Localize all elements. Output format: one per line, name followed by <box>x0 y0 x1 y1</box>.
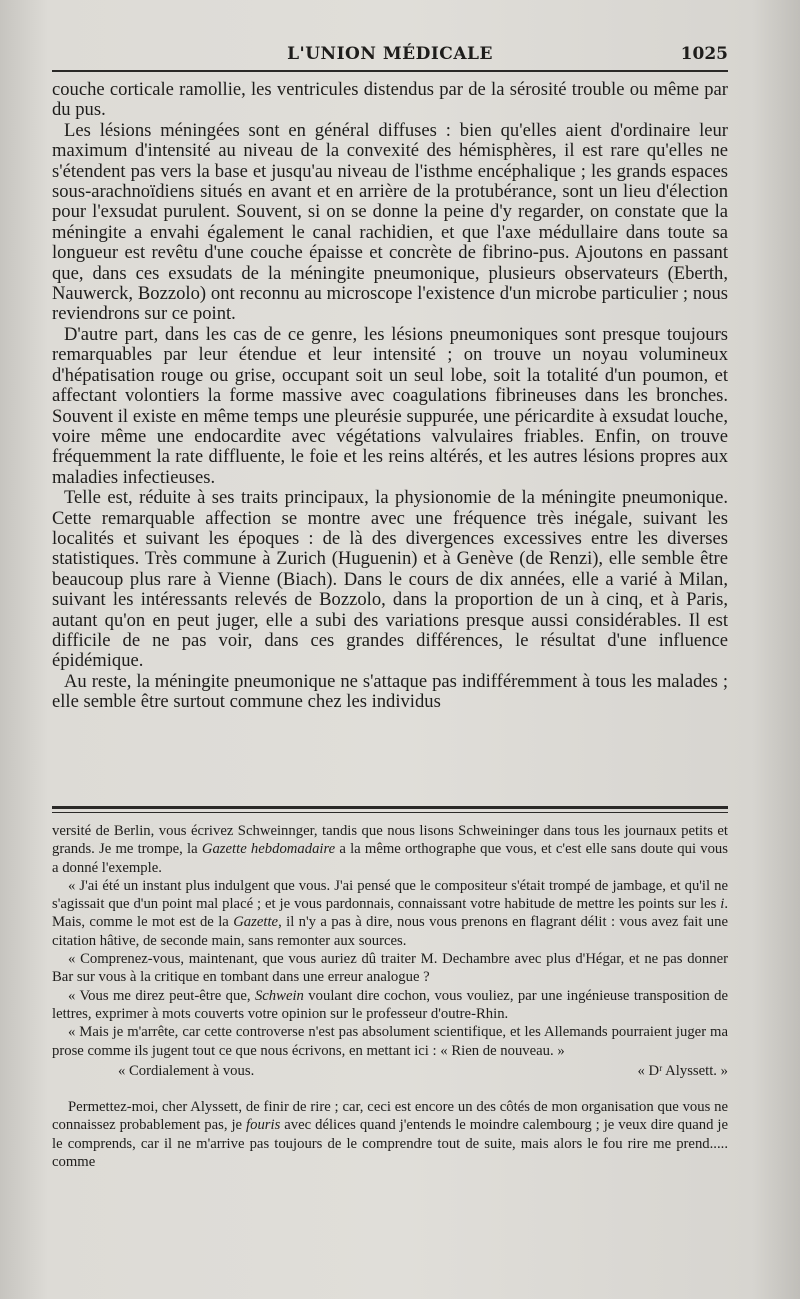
note-text: Permettez-moi, cher Alyssett, de finir de rire ; car, ceci est encore un des côtés de mon organisation que vous ne connaissez probablement pas, je <box>52 1099 728 1134</box>
note-paragraph-4 <box>52 987 728 1024</box>
page-header <box>52 40 728 70</box>
main-text <box>52 80 728 713</box>
note-text: , il n'y a pas à dire, nous vous prenons en flagrant délit : vous avez fait une citation hâtive, de seconde main, sans remonter aux sources. <box>52 914 728 949</box>
page-number: 1025 <box>680 44 728 64</box>
note-italic: Gazette <box>233 914 279 931</box>
note-text: a la même orthographe que vous, et c'est elle sans doute qui vous a donné l'exemple. <box>52 841 728 876</box>
paragraph-3: D'autre part, dans les cas de ce genre, les lésions pneumoniques sont presque toujours remarquables par leur étendue et leur intensité ; on trouve un noyau volumineux d'hépatisation rouge ou grise, occupant soit un seul lobe, soit la totalité d'un poumon, et affectant volontiers la forme massive avec coagulations fibrineuses dans les bronches. Souvent il existe en même temps une pleurésie suppurée, une péricardite à exsudat louche, voire même une endocardite avec végétations valvulaires friables. Enfin, on trouve fréquemment la rate diffluente, le foie et les reins altérés, et les autres lésions propres aux maladies infectieuses. <box>52 323 728 488</box>
note-italic: i <box>720 896 725 913</box>
note-text: « J'ai été un instant plus indulgent que vous. J'ai pensé que le compositeur s'était trompé de jambage, et qu'il ne s'agissait que d'un point mal placé ; et je vous pardonnais, connaissant votre habitude de mettre les points sur les <box>52 877 728 913</box>
letter-closing <box>52 1062 728 1080</box>
note-paragraph-3: « Comprenez-vous, maintenant, que vous auriez dû traiter M. Dechambre avec plus d'Hégar, et ne pas donner Bar sur vous à la critique en tombant dans une erreur analogue ? <box>52 951 728 986</box>
note-paragraph-6 <box>52 1098 728 1171</box>
note-text: versité de Berlin, vous écrivez Schweinnger, tandis que nous lisons Schweininger dans tous les journaux petits et grands. Je me trompe, la <box>52 823 728 858</box>
note-paragraph-5: « Mais je m'arrête, car cette controverse n'est pas absolument scientifique, et les Allemands pourraient juger ma prose comme ils jugent tout ce que nous écrivons, en mettant ici : « Rien de nouveau. » <box>52 1024 728 1059</box>
note-text: . Mais, comme le mot est de la <box>52 896 728 931</box>
paragraph-4: Telle est, réduite à ses traits principaux, la physionomie de la méningite pneumonique. Cette remarquable affection se montre avec une fréquence très inégale, suivant les localités et suivant les époques : de là des divergences excessives entre les diverses statistiques. Très commune à Zurich (Huguenin) et à Genève (de Renzi), elle semble être beaucoup plus rare à Vienne (Biach). Dans le cours de dix années, elle a varié à Milan, suivant les intéressants relevés de Bozzolo, dans la proportion de un à cinq, et à Paris, autant qu'on en peut juger, elle a subi des variations presque aussi considérables. Il est difficile de ne pas voir, dans ces grandes différences, le résultat d'une influence épidémique. <box>52 487 728 672</box>
footnote-rule-thick <box>52 806 728 809</box>
note-text: avec délices quand j'entends le moindre calembourg ; je veux dire quand je le comprends, car il ne m'arrive pas toujours de le comprendre tout de suite, mais alors le fou rire me prend..... comme <box>52 1117 728 1171</box>
footnotes <box>52 822 728 1171</box>
note-italic: fouris <box>246 1117 281 1134</box>
note-italic: Gazette hebdomadaire <box>201 841 336 858</box>
running-title: L'UNION MÉDICALE <box>287 44 493 64</box>
note-text: « Vous me direz peut-être que, <box>68 987 255 1004</box>
paragraph-1: couche corticale ramollie, les ventricules distendus par de la sérosité trouble ou même par du pus. <box>52 79 728 121</box>
closing-line: « Cordialement à vous. <box>118 1062 255 1079</box>
header-rule <box>52 70 728 72</box>
note-paragraph-2 <box>52 877 728 950</box>
note-paragraph-1 <box>52 822 728 877</box>
note-italic: Schwein <box>254 987 304 1004</box>
note-text: voulant dire cochon, vous vouliez, par une ingénieuse transposition de lettres, exprimer à mots couverts votre opinion sur le professeur d'outre-Rhin. <box>52 987 728 1022</box>
paragraph-2: Les lésions méningées sont en général diffuses : bien qu'elles aient d'ordinaire leur maximum d'intensité au niveau de la convexité des hémisphères, il est rare qu'elles ne s'étendent pas vers la base et jusqu'au niveau de l'isthme encéphalique ; les grands espaces sous-arachnoïdiens situés en avant et en arrière de la protubérance, sont un lieu d'élection pour l'exsudat purulent. Souvent, si on se donne la peine d'y regarder, on constate que la méningite a envahi également le canal rachidien, et que l'axe médullaire dans toute sa longueur est revêtu d'une couche épaisse et concrète de fibrino-pus. Ajoutons en passant que, dans ces exsudats de la méningite pneumonique, plusieurs observateurs (Eberth, Nauwerck, Bozzolo) ont reconnu au microscope l'existence d'un microbe particulier ; nous reviendrons sur ce point. <box>52 119 728 325</box>
paragraph-5: Au reste, la méningite pneumonique ne s'attaque pas indifféremment à tous les malades ; elle semble être surtout commune chez les individus <box>52 670 728 713</box>
signature: « Dʳ Alyssett. » <box>637 1062 728 1079</box>
footnote-rule-thin <box>52 812 728 813</box>
